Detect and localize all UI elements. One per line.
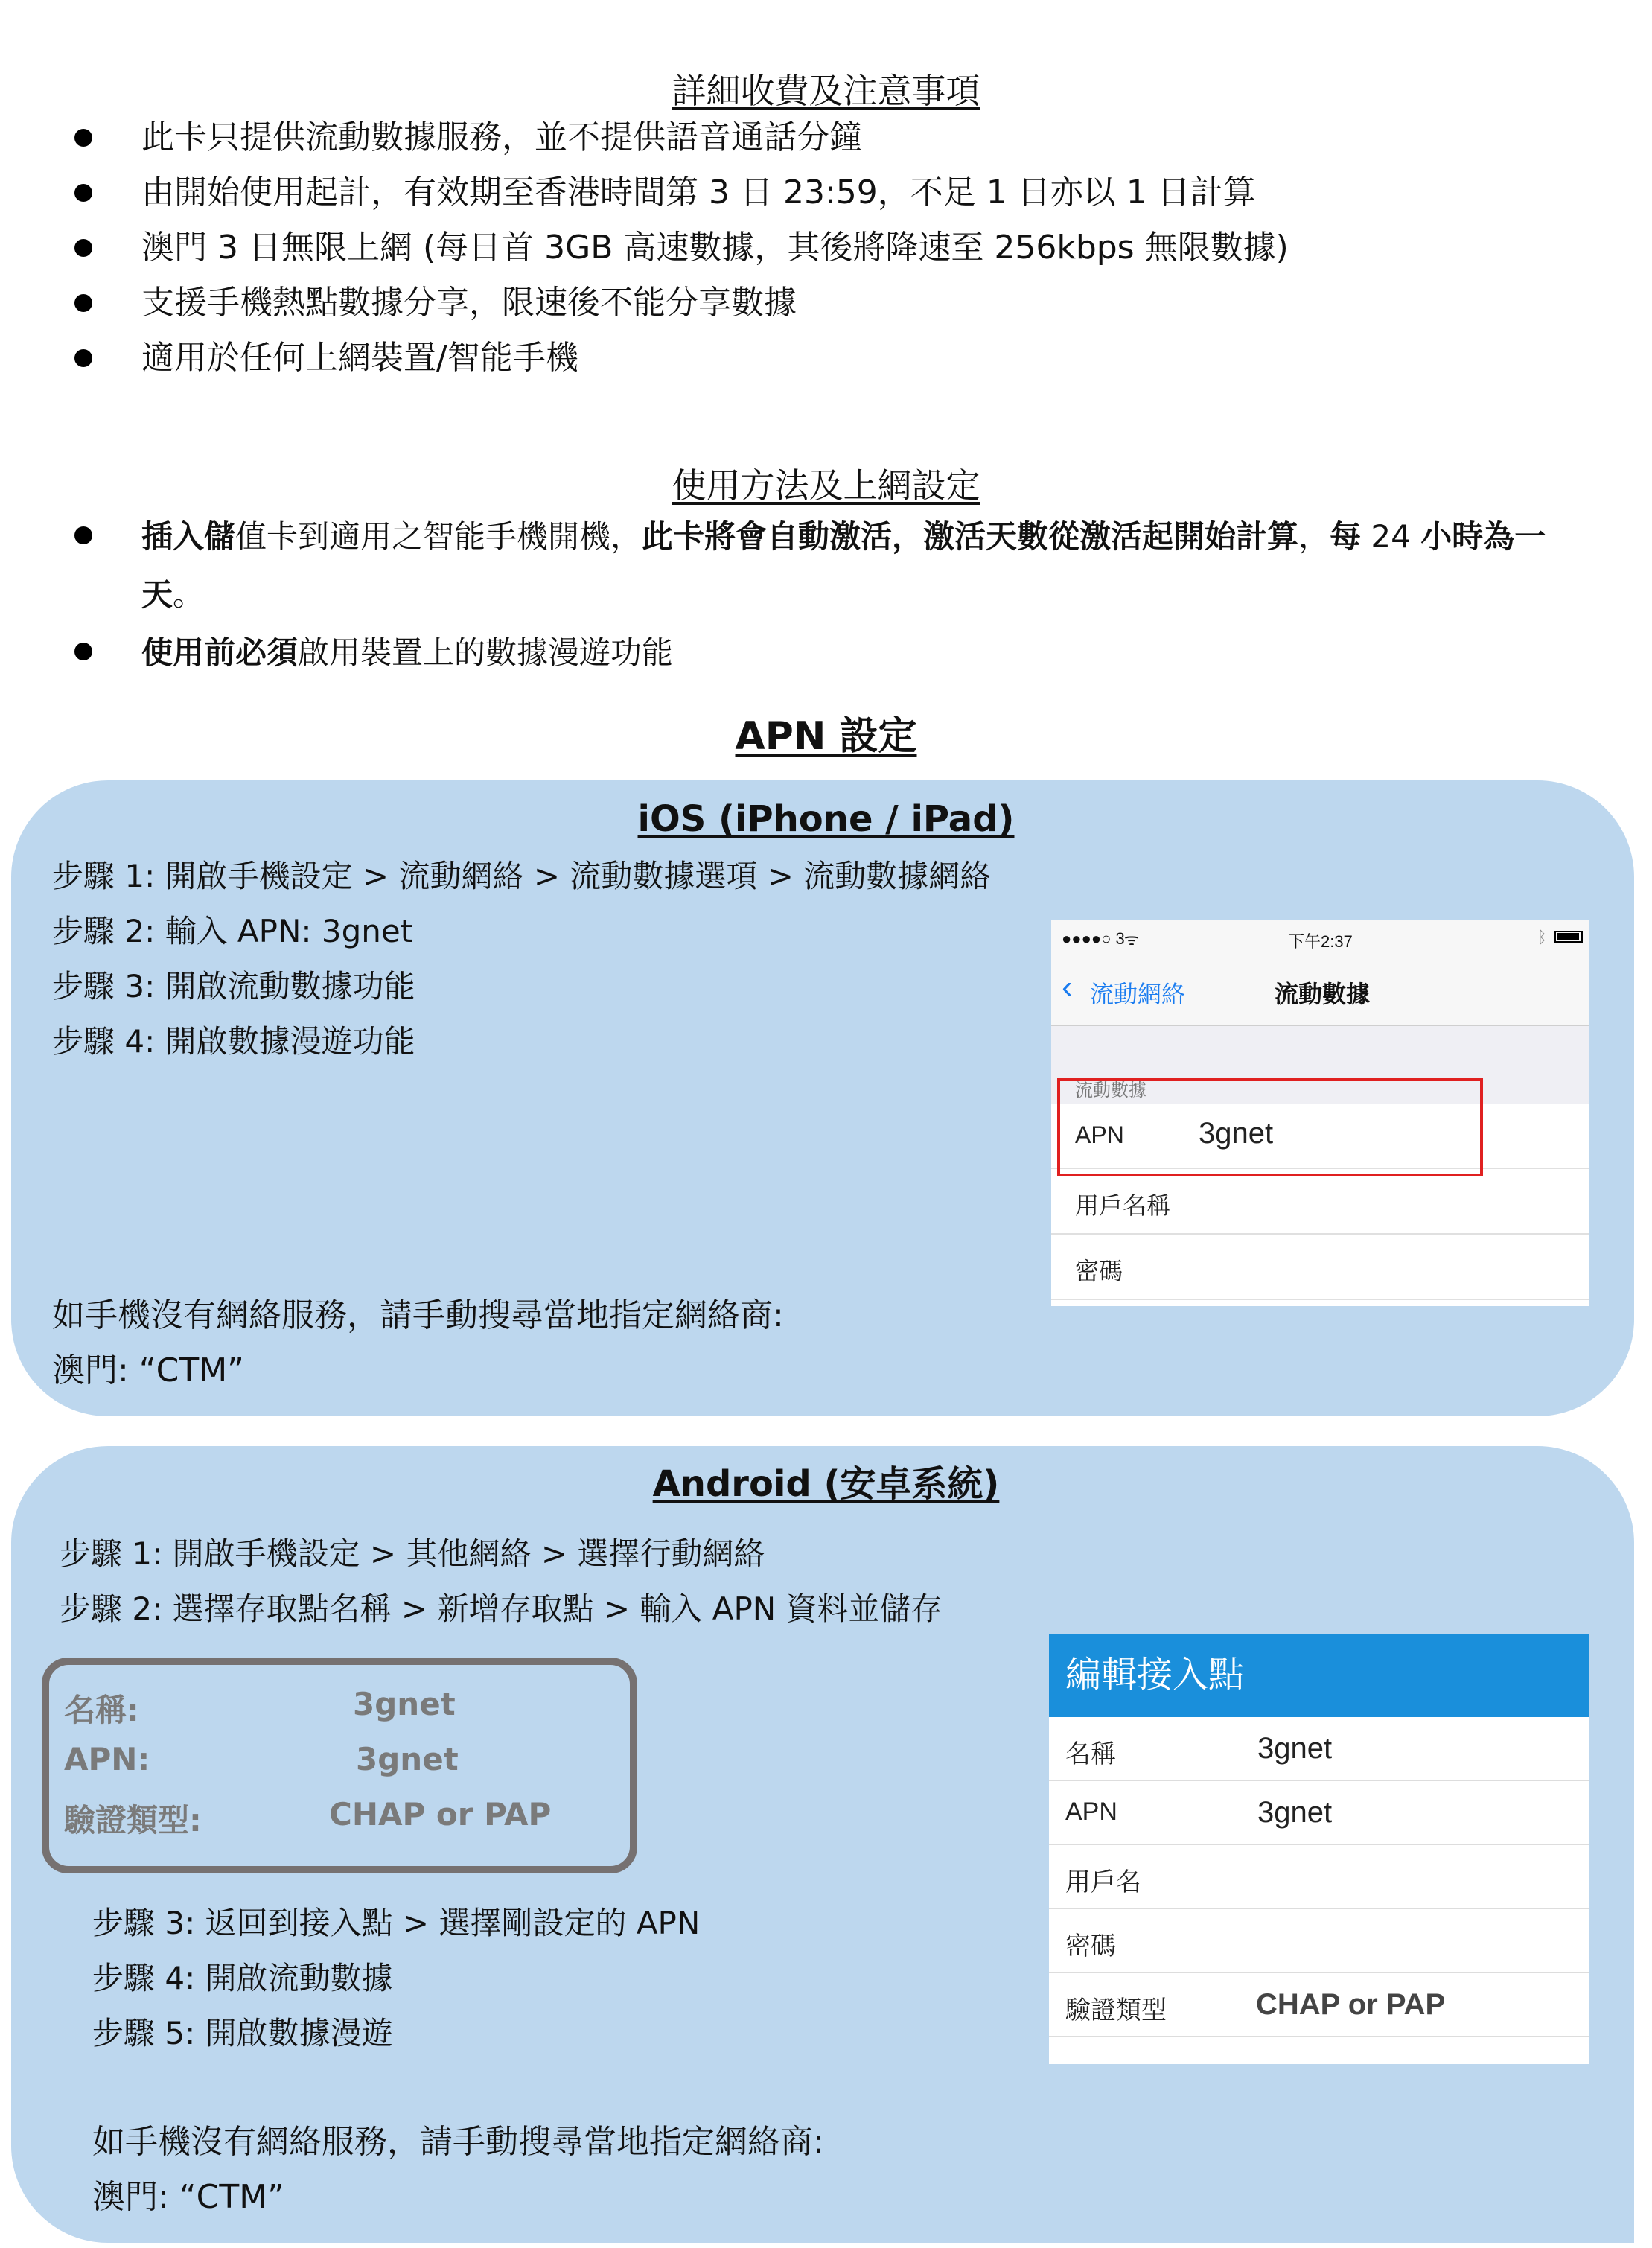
android-step: 步驟 5: 開啟數據漫遊	[92, 2015, 393, 2051]
android-steps-top	[60, 1526, 943, 1637]
ios-step: 步驟 2: 輸入 APN: 3gnet	[52, 913, 413, 949]
row-value: 3gnet	[1257, 1732, 1333, 1765]
android-steps-bottom	[92, 1896, 700, 2061]
android-note-line: 澳門: “CTM”	[92, 2178, 284, 2216]
box-label: 名稱:	[64, 1692, 139, 1728]
row-label: 密碼	[1075, 1258, 1123, 1284]
usage-text: 。	[173, 576, 205, 613]
auth-type-row[interactable]	[1049, 1973, 1589, 2037]
android-step: 步驟 4: 開啟流動數據	[92, 1960, 393, 1996]
android-title: Android (安卓系統)	[652, 1463, 1000, 1505]
usage-bold-text: 小時為一天	[141, 518, 1546, 613]
ios-note-line: 如手機沒有網絡服務，請手動搜尋當地指定網絡商:	[52, 1296, 784, 1334]
row-label: APN	[1075, 1121, 1124, 1148]
row-value: 3gnet	[1257, 1796, 1333, 1829]
usage-text: 啟用裝置上的數據漫遊功能	[298, 634, 674, 671]
box-value: CHAP or PAP	[329, 1796, 552, 1833]
wifi-icon: ᯤ	[1124, 930, 1140, 949]
ios-step: 步驟 4: 開啟數據漫遊功能	[52, 1023, 415, 1060]
password-row[interactable]	[1051, 1235, 1589, 1300]
username-row[interactable]	[1051, 1169, 1589, 1235]
section-label: 流動數據	[1075, 1080, 1146, 1101]
android-step: 步驟 3: 返回到接入點 > 選擇剛設定的 APN	[92, 1905, 701, 1941]
nav-title: 流動數據	[1275, 981, 1371, 1007]
apn-values-box	[42, 1658, 637, 1873]
row-label: 用戶名	[1065, 1868, 1141, 1897]
ios-step: 步驟 3: 開啟流動數據功能	[52, 968, 415, 1004]
box-label: APN:	[64, 1741, 150, 1777]
android-step: 步驟 1: 開啟手機設定 > 其他網絡 > 選擇行動網絡	[60, 1535, 765, 1572]
bluetooth-icon: ᛒ	[1537, 928, 1547, 946]
apn-row[interactable]	[1049, 1781, 1589, 1845]
usage-list	[71, 508, 1604, 682]
apn-highlight-box	[1057, 1078, 1483, 1176]
usage-bold-text: 此卡將會自動激活，激活天數從激活起開始計算	[642, 518, 1299, 555]
usage-bold-text: 插入儲	[141, 518, 236, 555]
fees-item: 適用於任何上網裝置/智能手機	[71, 331, 1604, 386]
android-screenshot	[1049, 1634, 1589, 2064]
row-label: 用戶名稱	[1075, 1192, 1171, 1219]
row-value: CHAP or PAP	[1256, 1988, 1446, 2021]
fees-item: 此卡只提供流動數據服務，並不提供語音通話分鐘	[71, 110, 1604, 165]
ios-title: iOS (iPhone / iPad)	[637, 798, 1015, 840]
battery-icon	[1554, 931, 1583, 943]
ios-note-line: 澳門: “CTM”	[52, 1351, 244, 1389]
usage-bold-text: 每	[1330, 518, 1362, 555]
usage-text: ，	[1298, 518, 1330, 555]
ios-step: 步驟 1: 開啟手機設定 > 流動網絡 > 流動數據選項 > 流動數據網絡	[52, 858, 992, 894]
row-label: 密碼	[1065, 1932, 1116, 1961]
android-step: 步驟 2: 選擇存取點名稱 > 新增存取點 > 輸入 APN 資料並儲存	[60, 1591, 943, 1627]
ios-nav-bar	[1051, 956, 1589, 1026]
usage-text: 值卡到適用之智能手機開機，	[235, 518, 642, 555]
ios-status-bar	[1051, 920, 1589, 956]
row-label: 驗證類型	[1065, 1996, 1167, 2025]
username-row[interactable]	[1049, 1845, 1589, 1909]
usage-item	[71, 624, 1604, 682]
fees-title: 詳細收費及注意事項	[672, 71, 980, 111]
edit-apn-title: 編輯接入點	[1049, 1634, 1589, 1717]
ios-screenshot	[1051, 920, 1589, 1306]
usage-title: 使用方法及上網設定	[672, 465, 980, 506]
android-note-line: 如手機沒有網絡服務，請手動搜尋當地指定網絡商:	[92, 2123, 824, 2161]
usage-bold-text: 使用前必須	[141, 634, 299, 671]
fees-list	[71, 110, 1604, 386]
fees-item: 由開始使用起計，有效期至香港時間第 3 日 23:59，不足 1 日亦以 1 日計算	[71, 165, 1604, 220]
row-label: 名稱	[1065, 1740, 1116, 1768]
usage-item	[71, 508, 1604, 624]
usage-text: 24	[1361, 518, 1421, 555]
box-value: 3gnet	[353, 1686, 456, 1722]
carrier-label: ●●●●○ 3	[1062, 929, 1125, 948]
back-button[interactable]: 流動網絡	[1090, 981, 1186, 1007]
fees-item: 支援手機熱點數據分享，限速後不能分享數據	[71, 276, 1604, 331]
ios-note	[52, 1288, 784, 1398]
password-row[interactable]	[1049, 1909, 1589, 1973]
android-note	[92, 2115, 824, 2225]
row-value[interactable]: 3gnet	[1199, 1117, 1274, 1150]
row-label: APN	[1065, 1798, 1117, 1826]
fees-item: 澳門 3 日無限上網 (每日首 3GB 高速數據，其後將降速至 256kbps 無限數據)	[71, 220, 1604, 276]
chevron-left-icon[interactable]: ‹	[1062, 969, 1073, 1005]
ios-steps	[52, 849, 991, 1069]
name-row[interactable]	[1049, 1717, 1589, 1781]
clock-label: 下午2:37	[1288, 932, 1353, 951]
apn-title: APN 設定	[735, 714, 917, 759]
box-label: 驗證類型:	[64, 1802, 202, 1838]
box-value: 3gnet	[356, 1741, 459, 1777]
